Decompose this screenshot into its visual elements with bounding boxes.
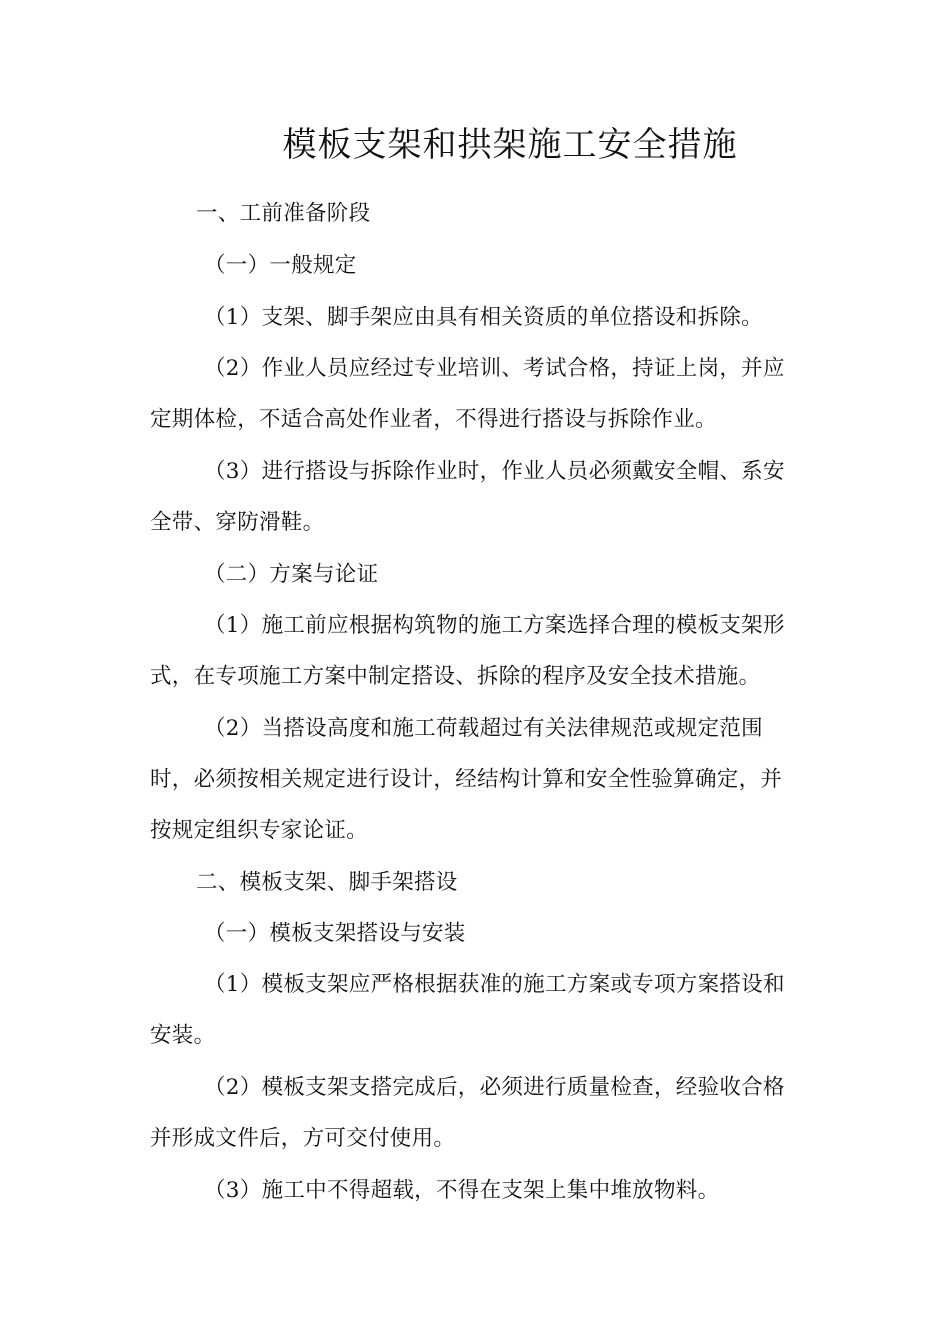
paragraph-line: （2）作业人员应经过专业培训、考试合格，持证上岗，并应 (204, 356, 785, 381)
paragraph-line: 按规定组织专家论证。 (150, 818, 369, 843)
paragraph-line: 全带、穿防滑鞋。 (150, 510, 325, 535)
paragraph-line: 定期体检，不适合高处作业者，不得进行搭设与拆除作业。 (150, 407, 717, 432)
paragraph-line: （2）模板支架支搭完成后，必须进行质量检查，经验收合格 (204, 1075, 785, 1100)
paragraph-line: （3）进行搭设与拆除作业时，作业人员必须戴安全帽、系安 (204, 459, 785, 484)
paragraph-line: （1）施工前应根据构筑物的施工方案选择合理的模板支架形 (204, 613, 785, 638)
paragraph-line: （2）当搭设高度和施工荷载超过有关法律规范或规定范围 (204, 716, 763, 741)
subsection-heading-2-1: （一）模板支架搭设与安装 (204, 921, 466, 946)
paragraph-line: （3）施工中不得超载，不得在支架上集中堆放物料。 (204, 1178, 720, 1203)
section-heading-2: 二、模板支架、脚手架搭设 (196, 870, 458, 895)
paragraph-line: （1）支架、脚手架应由具有相关资质的单位搭设和拆除。 (204, 305, 763, 330)
document-title: 模板支架和拱架施工安全措施 (282, 125, 738, 165)
subsection-heading-1-1: （一）一般规定 (204, 253, 357, 278)
paragraph-line: （1）模板支架应严格根据获准的施工方案或专项方案搭设和 (204, 972, 785, 997)
subsection-heading-1-2: （二）方案与论证 (204, 562, 379, 587)
section-heading-1: 一、工前准备阶段 (196, 201, 371, 226)
paragraph-line: 安装。 (150, 1023, 216, 1048)
paragraph-line: 并形成文件后，方可交付使用。 (150, 1126, 456, 1151)
paragraph-line: 式，在专项施工方案中制定搭设、拆除的程序及安全技术措施。 (150, 664, 761, 689)
paragraph-line: 时，必须按相关规定进行设计，经结构计算和安全性验算确定，并 (150, 767, 783, 792)
